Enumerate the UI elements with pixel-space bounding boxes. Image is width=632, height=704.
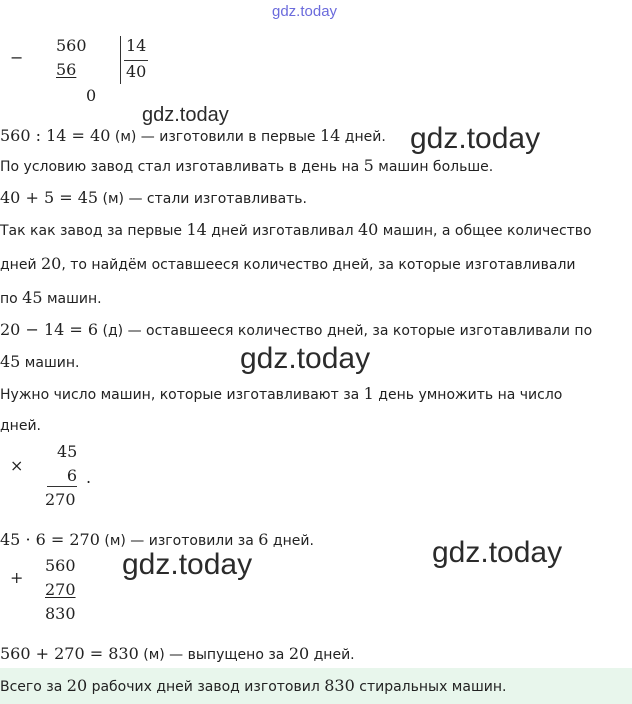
line-6-tail: машин. [42, 291, 102, 307]
line-1-num: 14 [320, 126, 341, 145]
line-4-num1: 14 [186, 220, 207, 239]
line-11-num: 6 [258, 530, 269, 549]
line-4-mid: дней изготавливал [206, 223, 358, 239]
line-7 [0, 320, 592, 339]
expr-12: 560 + 270 = 830 [0, 644, 139, 663]
minus-sign: − [10, 48, 24, 67]
line-1 [0, 126, 386, 145]
watermark-left-bottom: gdz.today [122, 548, 253, 581]
line-12-tail: дней. [309, 647, 355, 663]
divisor: 14 [126, 36, 147, 55]
watermark-center: gdz.today [240, 342, 371, 375]
line-9-tail: день умножить на число [373, 387, 563, 403]
line-4-pre: Так как завод за первые [0, 223, 187, 239]
line-4-tail: машин, а общее количество [378, 223, 592, 239]
line-8 [0, 352, 79, 371]
multiply-sign: × [10, 456, 24, 475]
line-3 [0, 188, 307, 207]
remainder: 0 [86, 86, 97, 105]
line-8-num: 45 [0, 352, 21, 371]
sum: 830 [45, 604, 76, 623]
answer-num1: 20 [66, 676, 88, 695]
line-4-num2: 40 [357, 220, 379, 239]
line-9-num: 1 [363, 384, 374, 403]
watermark-right-top: gdz.today [410, 122, 541, 155]
line-5-pre: дней [0, 257, 41, 273]
expr-11: 45 · 6 = 270 [0, 530, 100, 549]
product: 270 [45, 490, 76, 509]
line-2-tail: машин больше. [373, 159, 494, 175]
watermark-top: gdz.today [272, 3, 338, 20]
quotient: 40 [126, 62, 147, 81]
line-5-tail: , то найдём оставшееся количество дней, за которые изготавливали [61, 257, 576, 273]
line-1-text: (м) — изготовили в первые [110, 129, 320, 145]
line-2-pre: По условию завод стал изготавливать в день на [0, 159, 364, 175]
multiplicand: 45 [57, 442, 78, 461]
answer-pre: Всего за [0, 679, 67, 695]
line-7-text: (д) — оставшееся количество дней, за которые изготавливали по [98, 323, 593, 339]
watermark-small: gdz.today [142, 104, 229, 126]
addend-2: 270 [45, 580, 76, 599]
line-10-text: дней. [0, 418, 41, 434]
line-4 [0, 220, 592, 239]
line-12-num: 20 [288, 644, 310, 663]
line-11-tail: дней. [268, 533, 314, 549]
line-11 [0, 530, 314, 549]
expr-1: 560 : 14 = 40 [0, 126, 111, 145]
line-8-tail: машин. [20, 355, 80, 371]
product-dot: . [86, 468, 92, 487]
line-9-pre: Нужно число машин, которые изготавливают за [0, 387, 364, 403]
line-6 [0, 288, 102, 307]
expr-3: 40 + 5 = 45 [0, 188, 99, 207]
subtrahend: 56 [56, 60, 77, 79]
line-9 [0, 384, 562, 403]
answer-mid: рабочих дней завод изготовил [87, 679, 325, 695]
line-1-tail: дней. [340, 129, 386, 145]
plus-sign: + [10, 568, 24, 587]
division-vertical-line [120, 36, 121, 84]
line-6-pre: по [0, 291, 23, 307]
division-horizontal-line [124, 60, 148, 61]
line-10 [0, 418, 41, 434]
line-3-text: (м) — стали изготавливать. [98, 191, 308, 207]
addend-1: 560 [45, 556, 76, 575]
answer-num2: 830 [324, 676, 355, 695]
line-12-text: (м) — выпущено за [138, 647, 289, 663]
expr-7: 20 − 14 = 6 [0, 320, 99, 339]
line-2-num: 5 [363, 156, 374, 175]
dividend: 560 [56, 36, 87, 55]
line-12 [0, 644, 355, 663]
line-5 [0, 254, 576, 273]
answer-line [0, 676, 506, 695]
line-5-num: 20 [41, 254, 62, 273]
line-11-text: (м) — изготовили за [99, 533, 259, 549]
watermark-right-bottom: gdz.today [432, 536, 563, 569]
answer-tail: стиральных машин. [354, 679, 507, 695]
multiplier: 6 [47, 466, 77, 487]
line-2 [0, 156, 493, 175]
line-6-num: 45 [22, 288, 43, 307]
